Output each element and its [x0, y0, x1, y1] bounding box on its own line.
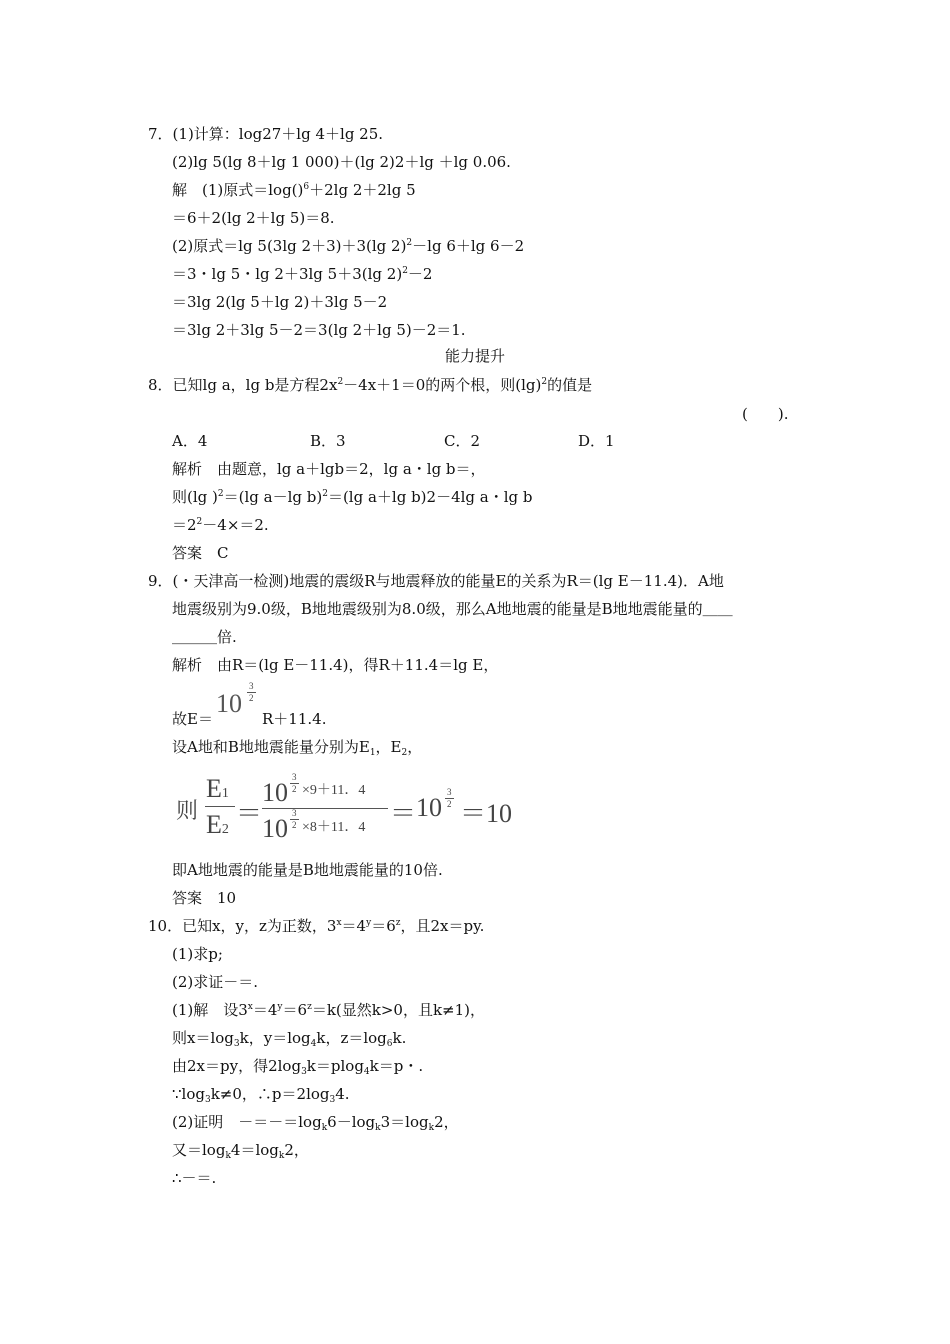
text: ＝2	[172, 516, 197, 534]
superscript: 2	[322, 489, 328, 499]
p8-line-2: 解析 由题意，lg a＋lgb＝2，lg a・lg b＝，	[172, 460, 486, 478]
text: 解 (1)原式＝log()	[172, 181, 304, 199]
main-fraction-bar	[262, 808, 388, 809]
num-exp-numerator: 3	[292, 772, 297, 782]
subscript: 2	[221, 822, 229, 837]
text: 设A地和B地地震能量分别为E	[172, 738, 370, 756]
subscript: 3	[204, 1095, 211, 1105]
text: k＝p・.	[369, 1057, 424, 1075]
p8-line-4	[172, 515, 269, 538]
subscript: k	[321, 1123, 328, 1133]
subscript: 2	[401, 748, 408, 758]
num-base: 10	[262, 778, 288, 807]
text: ＝(lg a＋lg b)2－4lg a・lg b	[327, 488, 533, 506]
option-a: A．4	[172, 432, 208, 450]
text: E	[206, 810, 222, 839]
text: 则x＝log	[172, 1029, 234, 1047]
p9-line-4: 解析 由R＝(lg E－11.4)，得R＋11.4＝lg E，	[172, 656, 499, 674]
ratio-numerator	[206, 774, 229, 804]
option-c: C．2	[444, 432, 481, 450]
text: 4.	[335, 1085, 350, 1103]
result-base: 10	[416, 793, 442, 822]
text: 又＝log	[172, 1141, 226, 1159]
p7-line-8: ＝3lg 2＋3lg 5－2＝3(lg 2＋lg 5)－2＝1.	[172, 321, 466, 339]
subscript: 1	[369, 748, 376, 758]
text: R＋11.4.	[262, 710, 327, 728]
p10-line-7	[172, 1084, 350, 1107]
den-rest: ×8＋11．4	[302, 820, 366, 835]
den-exp-numerator: 3	[292, 808, 297, 818]
text: 6－log	[327, 1113, 376, 1131]
p9-line-7: 即A地地震的能量是B地地震能量的10倍.	[172, 861, 443, 879]
superscript: 2	[196, 517, 203, 527]
den-base: 10	[262, 814, 288, 843]
option-b: B．3	[310, 432, 346, 450]
equals-3: ＝10	[460, 799, 513, 828]
text: 10．已知x，y，z为正数，3	[148, 917, 337, 935]
text: k.	[392, 1029, 407, 1047]
text: ，E	[375, 738, 402, 756]
p7-line-1: 7．(1)计算：log27＋lg 4＋lg 25.	[148, 125, 384, 143]
superscript: y	[277, 1002, 283, 1012]
text: 故E＝	[172, 710, 213, 728]
text: E	[206, 774, 222, 803]
p8-line-3	[172, 487, 533, 510]
text: ，且2x＝py.	[400, 917, 485, 935]
p8-line-1	[148, 375, 592, 398]
ratio-fraction-bar	[205, 806, 235, 807]
superscript: 2	[402, 266, 408, 276]
text: －2	[407, 265, 433, 283]
p9-answer: 答案 10	[172, 889, 237, 907]
p7-line-6	[172, 264, 432, 287]
text: (2)证明 －＝－＝log	[172, 1113, 322, 1131]
p9-line-1: 9．(・天津高一检测)地震的震级R与地震释放的能量E的关系为R＝(lg E－11.4)．A地	[148, 572, 724, 590]
answer-bracket: ( ).	[742, 405, 789, 423]
text: ＝4	[252, 1001, 278, 1019]
text: 8．已知lg a，lg b是方程2x	[148, 376, 338, 394]
result-exp-numerator: 3	[447, 787, 452, 797]
p7-line-3	[172, 180, 416, 203]
text: 4＝log	[230, 1141, 279, 1159]
superscript: 2	[217, 489, 224, 499]
subscript: k	[225, 1151, 231, 1161]
num-exp-denominator: 2	[292, 784, 297, 794]
p10-line-2: (1)求p;	[172, 945, 223, 963]
text: 的值是	[547, 376, 593, 394]
power-base: 10	[216, 689, 242, 718]
subscript: k	[375, 1123, 381, 1133]
text: ，	[407, 738, 423, 756]
text: －4×＝2.	[202, 516, 269, 534]
text: k，y＝log	[239, 1029, 311, 1047]
equals-2: ＝	[390, 799, 417, 828]
subscript: 3	[233, 1039, 240, 1049]
result-exp-denominator: 2	[447, 799, 452, 809]
p7-line-7: ＝3lg 2(lg 5＋lg 2)＋3lg 5－2	[172, 293, 388, 311]
text: (1)解 设3	[172, 1001, 248, 1019]
exp-numerator: 3	[249, 681, 254, 691]
p7-line-5	[172, 236, 524, 259]
text: －4x＋1＝0的两个根，则(lg)	[343, 376, 542, 394]
p10-line-1	[148, 916, 484, 939]
p10-line-5	[172, 1028, 406, 1051]
text: ＋2lg 2＋2lg 5	[309, 181, 416, 199]
equals-1: ＝	[236, 799, 263, 828]
superscript: y	[366, 918, 372, 928]
superscript: z	[395, 918, 401, 928]
p9-line-6	[172, 737, 422, 760]
text: ＝(lg a－lg b)	[223, 488, 323, 506]
text: ＝4	[341, 917, 367, 935]
subscript: 4	[363, 1067, 370, 1077]
p7-line-4: ＝6＋2(lg 2＋lg 5)＝8.	[172, 209, 335, 227]
den-exp-denominator: 2	[292, 820, 297, 830]
subscript: k	[428, 1123, 435, 1133]
superscript: x	[247, 1002, 253, 1012]
section-title: 能力提升	[444, 347, 505, 365]
superscript: 2	[337, 377, 344, 387]
superscript: x	[336, 918, 342, 928]
num-rest: ×9＋11．4	[302, 783, 366, 798]
text: k≠0，∴p＝2log	[210, 1085, 330, 1103]
text: 则(lg )	[172, 488, 218, 506]
subscript: k	[278, 1151, 285, 1161]
text: ∵log	[172, 1085, 205, 1103]
superscript: 6	[303, 182, 310, 192]
text: ＝k(显然k>0，且k≠1)，	[311, 1001, 486, 1019]
p10-line-9	[172, 1140, 309, 1163]
superscript: 2	[541, 377, 548, 387]
text: 由2x＝py，得2log	[172, 1057, 302, 1075]
p10-line-8	[172, 1112, 459, 1135]
p9-line-2: 地震级别为9.0级，B地地震级别为8.0级，那么A地地震的能量是B地地震能量的＿＿	[172, 600, 733, 618]
text: ＝6	[282, 1001, 308, 1019]
p7-line-2: (2)lg 5(lg 8＋lg 1 000)＋(lg 2)2＋lg ＋lg 0.06.	[172, 153, 511, 171]
text: (2)原式＝lg 5(3lg 2＋3)＋3(lg 2)	[172, 237, 407, 255]
superscript: z	[307, 1002, 312, 1012]
subscript: 1	[221, 786, 229, 801]
p10-line-3: (2)求证－＝.	[172, 973, 259, 991]
subscript: 3	[301, 1067, 307, 1077]
label-ze: 则	[176, 799, 199, 824]
text: 3＝log	[380, 1113, 429, 1131]
ratio-denominator	[206, 810, 229, 840]
superscript: 2	[406, 238, 413, 248]
p9-line-3: ＿＿＿倍.	[172, 628, 237, 646]
subscript: 4	[310, 1039, 317, 1049]
exp-denominator: 2	[249, 693, 254, 703]
text: ＝6	[371, 917, 396, 935]
text: 2，	[284, 1141, 309, 1159]
p8-answer: 答案 C	[172, 544, 229, 562]
text: k＝plog	[306, 1057, 364, 1075]
subscript: 6	[386, 1039, 393, 1049]
text: －lg 6＋lg 6－2	[412, 237, 525, 255]
text: k，z＝log	[316, 1029, 387, 1047]
text: 2，	[434, 1113, 459, 1131]
subscript: 3	[329, 1095, 336, 1105]
p10-line-10: ∴－＝.	[172, 1169, 217, 1187]
p10-line-4	[172, 1000, 485, 1023]
p10-line-6	[172, 1056, 423, 1079]
option-d: D．1	[578, 432, 615, 450]
text: ＝3・lg 5・lg 2＋3lg 5＋3(lg 2)	[172, 265, 403, 283]
